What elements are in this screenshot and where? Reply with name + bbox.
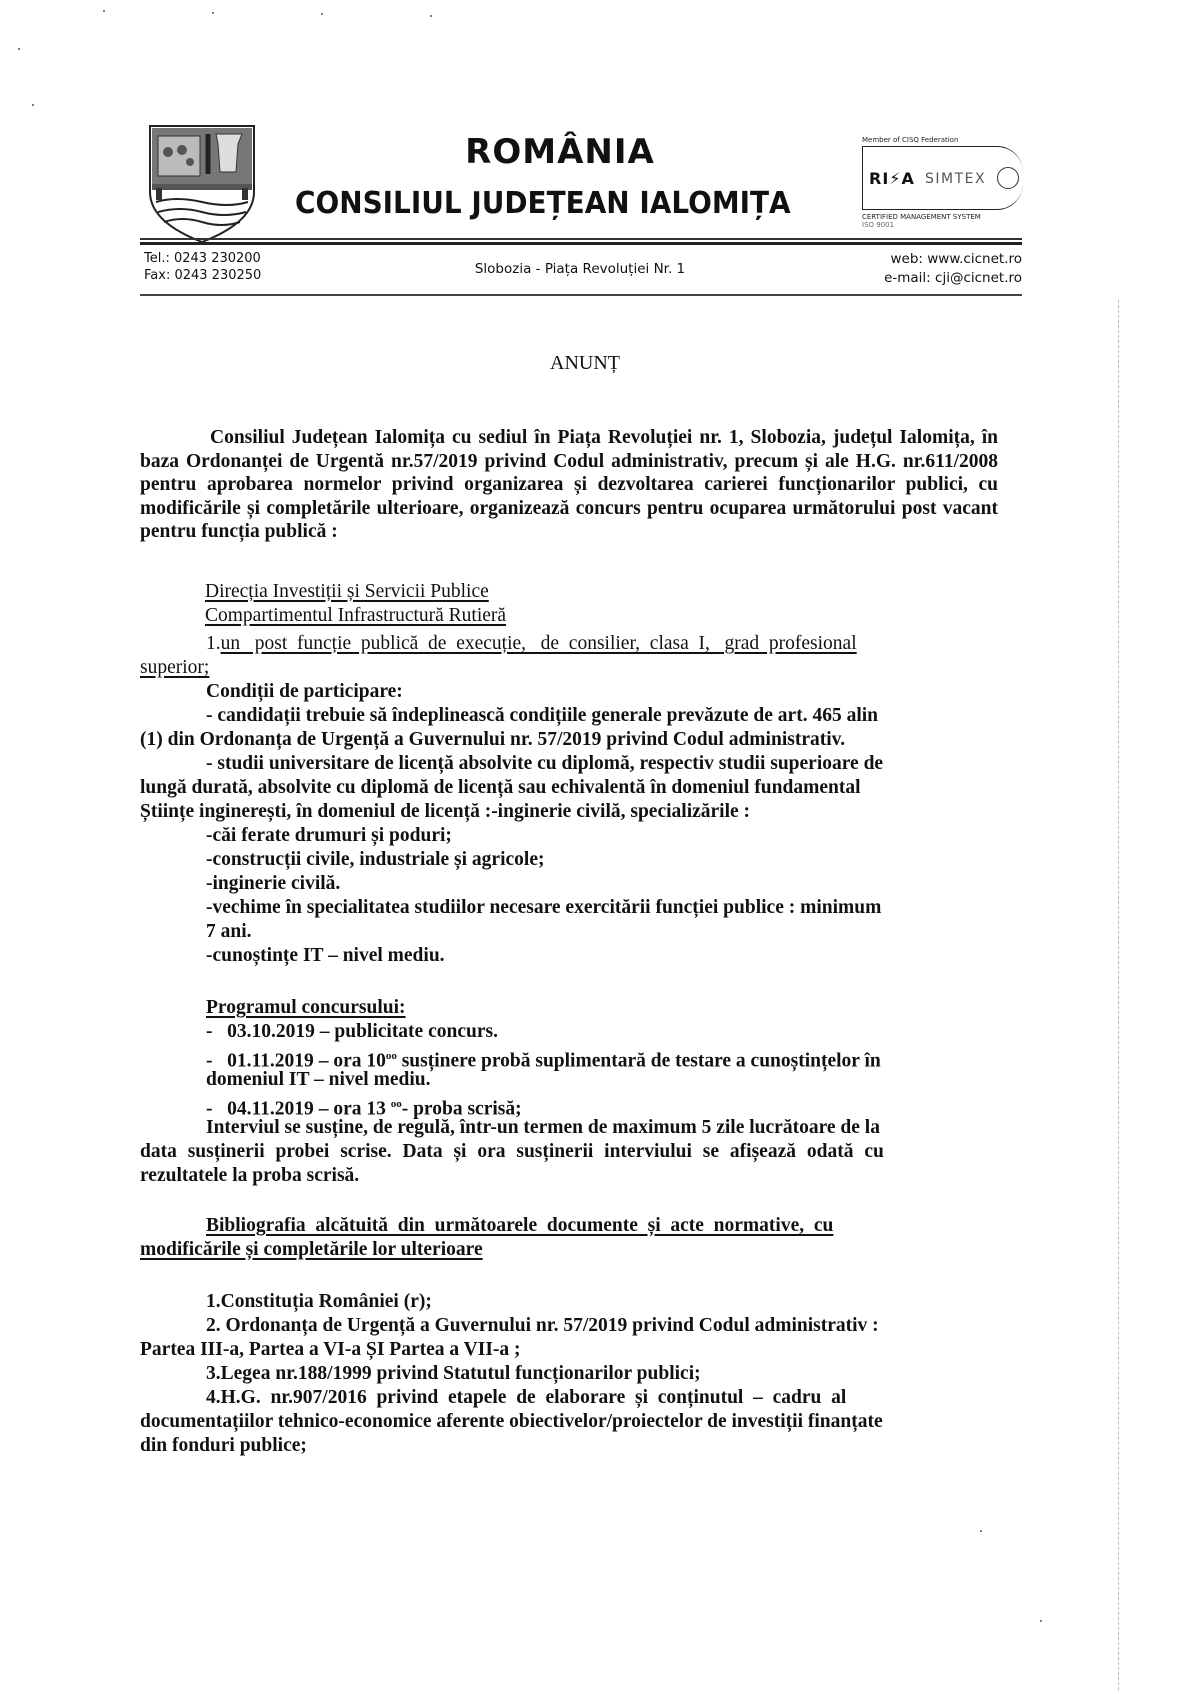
condition-2-cont: lungă durată, absolvite cu diplomă de licență sau echivalentă în domeniul fundamental xyxy=(140,777,861,798)
condition-3: -vechime în specialitatea studiilor necesare exercitării funcției publice : minimum xyxy=(206,897,882,918)
contact-phone-block xyxy=(144,250,261,284)
email: e-mail: cji@cicnet.ro xyxy=(884,270,1022,286)
header-institution: CONSILIUL JUDEȚEAN IALOMIȚA xyxy=(295,186,791,221)
condition-2-cont: Științe inginerești, în domeniul de licență :-inginerie civilă, specializările : xyxy=(140,801,751,822)
specialization-1: -căi ferate drumuri și poduri; xyxy=(206,825,452,846)
header-divider xyxy=(140,242,1022,245)
scan-speck xyxy=(430,15,432,17)
program-item: - 01.11.2019 – ora $10^{oo}$ susținere probă suplimentară de testare a cunoștințelor în xyxy=(206,1050,881,1072)
bibliography-item: 1.Constituția României (r); xyxy=(206,1291,432,1312)
bibliography-heading: Bibliografia alcătuită din următoarele documente și acte normative, cu xyxy=(206,1215,834,1236)
contact-divider xyxy=(140,294,1022,296)
fax: Fax: 0243 230250 xyxy=(144,268,262,283)
coat-of-arms-icon xyxy=(146,122,258,244)
scan-speck xyxy=(18,48,20,50)
bibliography-item: 2. Ordonanța de Urgență a Guvernului nr. 57/2019 privind Codul administrativ : xyxy=(206,1315,879,1336)
cert-brand: SIMTEX xyxy=(925,171,987,187)
condition-1-cont: (1) din Ordonanța de Urgență a Guvernului nr. 57/2019 privind Codul administrativ. xyxy=(140,729,846,750)
cert-seal-icon xyxy=(997,167,1019,189)
scan-speck xyxy=(103,10,105,12)
header-country: ROMÂNIA xyxy=(465,132,655,172)
cert-subtitle: CERTIFIED MANAGEMENT SYSTEM xyxy=(862,213,981,221)
specialization-2: -construcții civile, industriale și agricole; xyxy=(206,849,545,870)
cert-logo: RI⚡A xyxy=(869,169,915,188)
conditions-heading: Condiții de participare: xyxy=(206,681,403,702)
interview-note-cont: data susținerii probei scrise. Data și ora susținerii interviului se afișează odată cu xyxy=(140,1141,884,1162)
scan-speck xyxy=(212,12,214,14)
bibliography-item: 4.H.G. nr.907/2016 privind etapele de elaborare și conținutul – cadru al xyxy=(206,1387,847,1408)
post-description xyxy=(206,632,998,656)
condition-1: - candidații trebuie să îndeplinească condițiile generale prevăzute de art. 465 alin xyxy=(206,705,878,726)
bibliography-item: 3.Legea nr.188/1999 privind Statutul funcționarilor publici; xyxy=(206,1363,701,1384)
certification-badge xyxy=(862,136,1032,229)
address: Slobozia - Piața Revoluției Nr. 1 xyxy=(474,261,686,277)
cert-member-text: Member of CISQ Federation xyxy=(862,136,959,144)
program-heading: Programul concursului: xyxy=(206,997,406,1018)
post-number: 1. xyxy=(206,633,221,654)
program-item: - 04.11.2019 – ora 13 $^{oo}$- proba scrisă; xyxy=(206,1098,522,1120)
contact-web-block xyxy=(780,250,1022,288)
document-title: ANUNȚ xyxy=(550,352,620,374)
cert-box xyxy=(862,146,1023,210)
program-item-cont: domeniul IT – nivel mediu. xyxy=(206,1069,431,1090)
interview-note: Interviul se susține, de regulă, într-un termen de maximum 5 zile lucrătoare de la xyxy=(206,1117,880,1138)
direction-heading: Direcția Investiții și Servicii Publice xyxy=(205,581,489,602)
scan-speck xyxy=(321,13,323,15)
bibliography-item-cont: documentațiilor tehnico-economice aferente obiectivelor/proiectelor de investiții finanțate xyxy=(140,1411,883,1432)
header-divider xyxy=(140,238,1022,240)
scan-speck xyxy=(32,104,34,106)
condition-3-cont: 7 ani. xyxy=(206,921,252,942)
condition-2: - studii universitare de licență absolvite cu diplomă, respectiv studii superioare de xyxy=(206,753,884,774)
interview-note-cont: rezultatele la proba scrisă. xyxy=(140,1165,360,1186)
intro-paragraph: Consiliul Județean Ialomița cu sediul în Piața Revoluției nr. 1, Slobozia, județul Ialomița, în baza Ordonanței de Urgentă nr.57/2019 privind Codul administrativ, precum și ale H.G. nr.611/2008 pentru aprobarea normelor privind organizarea și dezvoltarea carierei funcționarilor publici, cu modificările și completările ulterioare, organizează concurs pentru ocuparea următorului post vacant pentru funcția publică : xyxy=(140,427,998,543)
bibliography-item-cont: Partea III-a, Partea a VI-a ȘI Partea a VII-a ; xyxy=(140,1339,521,1360)
post-title: un post funcție publică de execuție, de consilier, clasa I, grad profesional xyxy=(220,633,857,654)
department-heading: Compartimentul Infrastructură Rutieră xyxy=(205,605,507,626)
program-item: - 03.10.2019 – publicitate concurs. xyxy=(206,1021,498,1042)
bibliography-item-cont: din fonduri publice; xyxy=(140,1435,307,1456)
telephone: Tel.: 0243 230200 xyxy=(144,251,261,266)
scan-speck xyxy=(1040,1620,1042,1622)
specialization-3: -inginerie civilă. xyxy=(206,873,341,894)
post-grade: superior; xyxy=(140,657,210,678)
website: web: www.cicnet.ro xyxy=(890,251,1022,267)
condition-4: -cunoștințe IT – nivel mediu. xyxy=(206,945,445,966)
scan-speck xyxy=(980,1530,982,1532)
scan-edge xyxy=(1118,300,1120,1690)
bibliography-heading-cont: modificările și completările lor ulterioare xyxy=(140,1239,483,1260)
cert-iso: ISO 9001 xyxy=(862,221,895,229)
